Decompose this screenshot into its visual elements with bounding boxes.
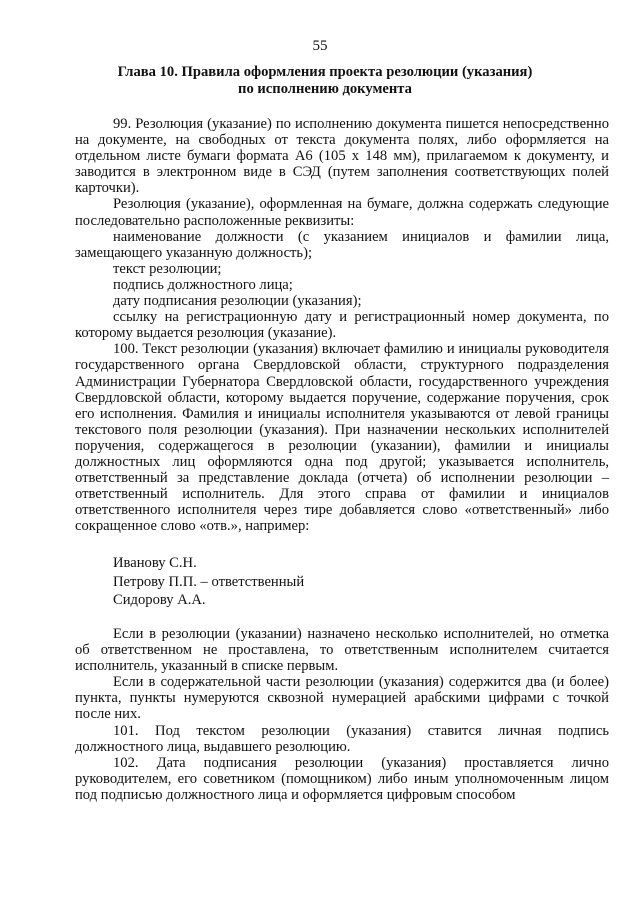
chapter-title-line-2: по исполнению документа [238,81,412,97]
paragraph-requisites-intro: Резолюция (указание), оформленная на бумаге, должна содержать следующие последовательно расположенные реквизиты: [75,196,609,229]
example-executor-3: Сидорову А.А. [113,592,206,609]
document-body [75,116,609,803]
requisite-registration-link: ссылку на регистрационную дату и регистрационный номер документа, по которому выдается резолюция (указание). [75,309,609,342]
paragraph-99: 99. Резолюция (указание) по исполнению документа пишется непосредственно на документе, на свободных от текста документа полях, либо оформляется на отдельном листе бумаги формата А6 (105 х 148 мм), прилагаемом к документу, и заводится в электронном виде в СЭД (путем заполнения соответствующих полей карточки). [75,116,609,197]
paragraph-100: 100. Текст резолюции (указания) включает фамилию и инициалы руководителя государственного органа Свердловской области, структурного подразделения Администрации Губернатора Свердловской области, государственного учреждения Свердловской области, которому выдается поручение, содержание поручения, срок его исполнения. Фамилия и инициалы исполнителя указываются от левой границы текстового поля резолюции (указания). При назначении нескольких исполнителей поручения, содержащегося в резолюции (указании), фамилии и инициалы должностных лиц оформляются одна под другой; указывается исполнитель, ответственный за представление доклада (отчета) об исполнении резолюции – ответственный исполнитель. Для этого справа от фамилии и инициалов ответственного исполнителя через тире добавляется слово «ответственный» либо сокращенное слово «отв.», например: [75,341,609,535]
example-executor-1: Иванову С.Н. [113,555,197,572]
example-executors-list [113,554,609,610]
paragraph-no-responsible-mark: Если в резолюции (указании) назначено несколько исполнителей, но отметка об ответственном не проставлена, то ответственным исполнителем считается исполнитель, указанный в списке первым. [75,625,609,675]
spacer [75,534,609,550]
requisite-resolution-text: текст резолюции; [113,260,222,277]
example-executor-2: Петрову П.П. – ответственный [113,573,305,590]
chapter-title-line-1: Глава 10. Правила оформления проекта резолюции (указания) [117,64,533,80]
paragraph-numbering: Если в содержательной части резолюции (указания) содержится два (и более) пункта, пункты нумеруются сквозной нумерацией арабскими цифрами с точкой после них. [75,674,609,723]
chapter-heading [70,64,580,98]
page-number: 55 [312,38,328,54]
requisite-signature: подпись должностного лица; [113,276,293,293]
spacer [75,610,609,626]
requisite-signing-date: дату подписания резолюции (указания); [113,293,362,310]
paragraph-101: 101. Под текстом резолюции (указания) ставится личная подпись должностного лица, выдавшего резолюцию. [75,722,609,755]
requisite-position-name: наименование должности (с указанием инициалов и фамилии лица, замещающего указанную должность); [75,228,609,261]
paragraph-102: 102. Дата подписания резолюции (указания) проставляется лично руководителем, его советником (помощником) либо иным уполномоченным лицом под подписью должностного лица и оформляется цифровым способом [75,754,609,803]
